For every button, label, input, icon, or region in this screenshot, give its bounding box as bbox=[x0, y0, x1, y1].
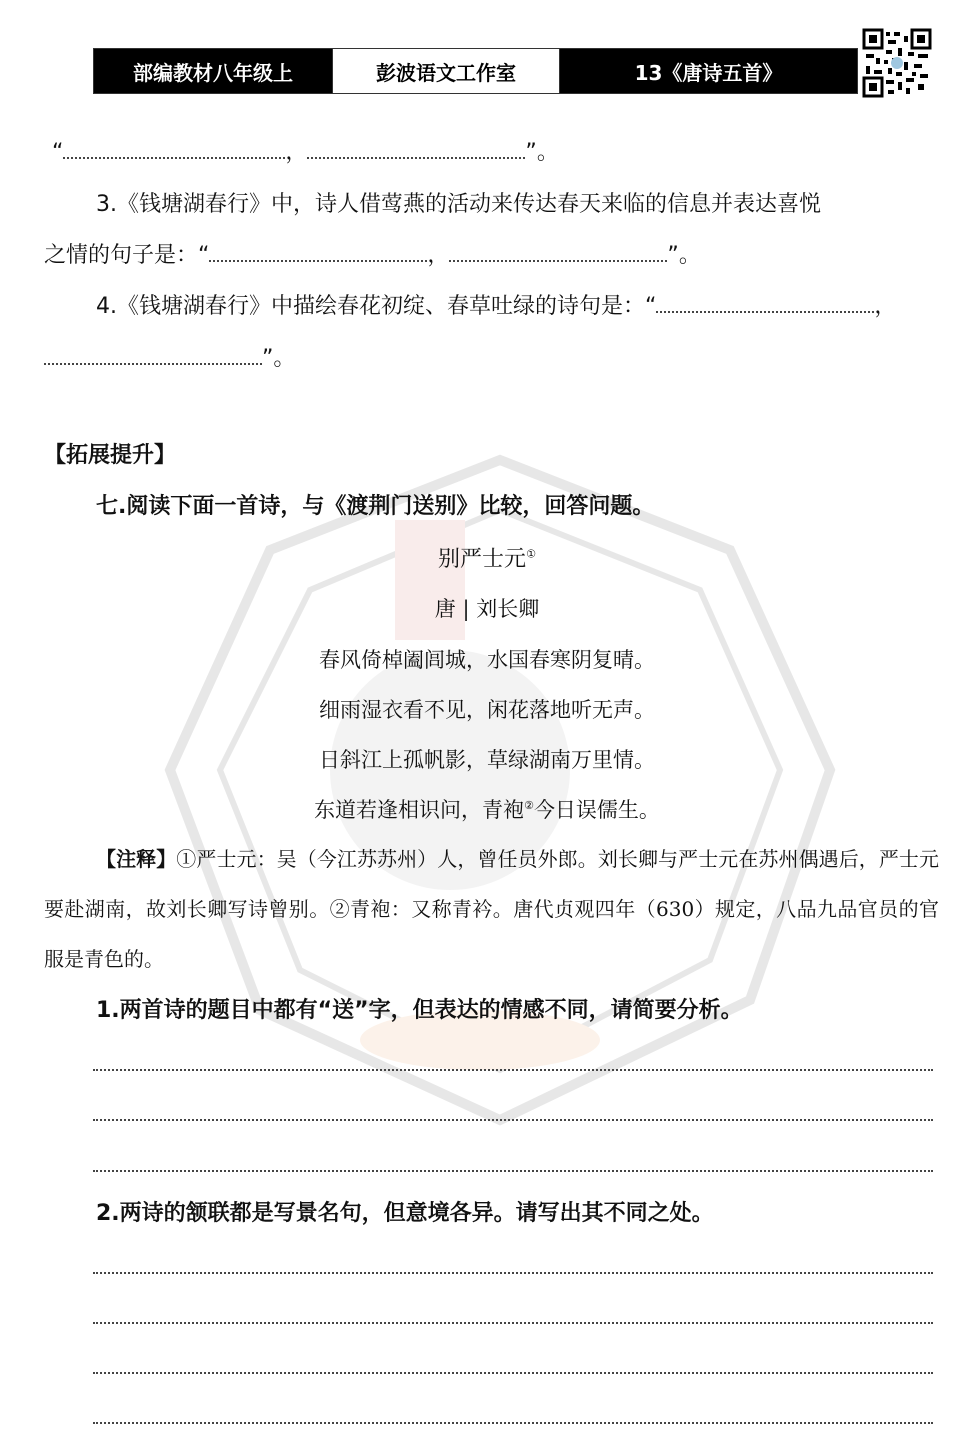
annotation-paragraph bbox=[44, 834, 939, 984]
header-lesson: 13《唐诗五首》 bbox=[560, 49, 857, 93]
poem-title: 别严士元① bbox=[438, 547, 536, 572]
poem-author: 唐 | 刘长卿 bbox=[434, 597, 540, 621]
answer-line[interactable] bbox=[93, 1422, 933, 1424]
footnote-mark: ② bbox=[524, 799, 534, 812]
q4-line2 bbox=[44, 344, 295, 374]
footnote-mark: ① bbox=[526, 547, 536, 561]
poem-line: 细雨湿衣看不见，闲花落地听无声。 bbox=[319, 698, 655, 722]
header-studio: 彭波语文工作室 bbox=[332, 49, 560, 93]
poem-line: 春风倚棹阖闾城，水国春寒阴复晴。 bbox=[319, 648, 655, 672]
section-heading: 【拓展提升】 bbox=[44, 443, 177, 468]
open-quote: “ bbox=[52, 140, 64, 165]
comma: ， bbox=[874, 294, 897, 319]
q4-line1 bbox=[96, 292, 896, 322]
poem-line: 日斜江上孤帆影，草绿湖南万里情。 bbox=[319, 748, 655, 772]
poem-line: 东道若逢相识问，青袍②今日误儒生。 bbox=[314, 798, 660, 822]
sub-question-1: 1.两首诗的题目中都有“送”字，但表达的情感不同，请简要分析。 bbox=[96, 998, 743, 1023]
answer-line[interactable] bbox=[93, 1069, 933, 1071]
answer-line[interactable] bbox=[93, 1119, 933, 1121]
header-grade: 部编教材八年级上 bbox=[94, 49, 332, 93]
answer-line[interactable] bbox=[93, 1170, 933, 1172]
answer-line[interactable] bbox=[93, 1272, 933, 1274]
qr-code-icon bbox=[862, 28, 932, 98]
answer-blank[interactable] bbox=[44, 361, 262, 365]
answer-blank[interactable] bbox=[63, 155, 285, 159]
q3-prefix: 之情的句子是：“ bbox=[44, 243, 210, 268]
answer-blank[interactable] bbox=[656, 309, 874, 313]
close-quote: ”。 bbox=[262, 346, 296, 371]
header-bar bbox=[93, 48, 858, 94]
answer-line[interactable] bbox=[93, 1372, 933, 1374]
answer-line[interactable] bbox=[93, 1322, 933, 1324]
q3-line2 bbox=[44, 241, 701, 271]
comma: ， bbox=[427, 243, 450, 268]
q3-line1: 3.《钱塘湖春行》中，诗人借莺燕的活动来传达春天来临的信息并表达喜悦 bbox=[96, 192, 821, 217]
sub-question-2: 2.两诗的颔联都是写景名句，但意境各异。请写出其不同之处。 bbox=[96, 1201, 714, 1226]
close-quote: ”。 bbox=[667, 243, 701, 268]
answer-blank[interactable] bbox=[307, 155, 525, 159]
answer-blank[interactable] bbox=[449, 258, 667, 262]
comma: ， bbox=[285, 140, 308, 165]
annotation-label: 【注释】 bbox=[96, 847, 177, 871]
q2-continuation bbox=[52, 138, 559, 168]
question-seven: 七.阅读下面一首诗，与《渡荆门送别》比较，回答问题。 bbox=[96, 494, 655, 519]
q4-prefix: 4.《钱塘湖春行》中描绘春花初绽、春草吐绿的诗句是：“ bbox=[96, 294, 657, 319]
answer-blank[interactable] bbox=[209, 258, 427, 262]
close-quote: ”。 bbox=[525, 140, 559, 165]
annotation-text: ①严士元：吴（今江苏苏州）人，曾任员外郎。刘长卿与严士元在苏州偶遇后，严士元要赴湖南，故刘长卿写诗曾别。②青袍：又称青衿。唐代贞观四年（630）规定，八品九品官员的官服是青色的。 bbox=[44, 847, 940, 971]
